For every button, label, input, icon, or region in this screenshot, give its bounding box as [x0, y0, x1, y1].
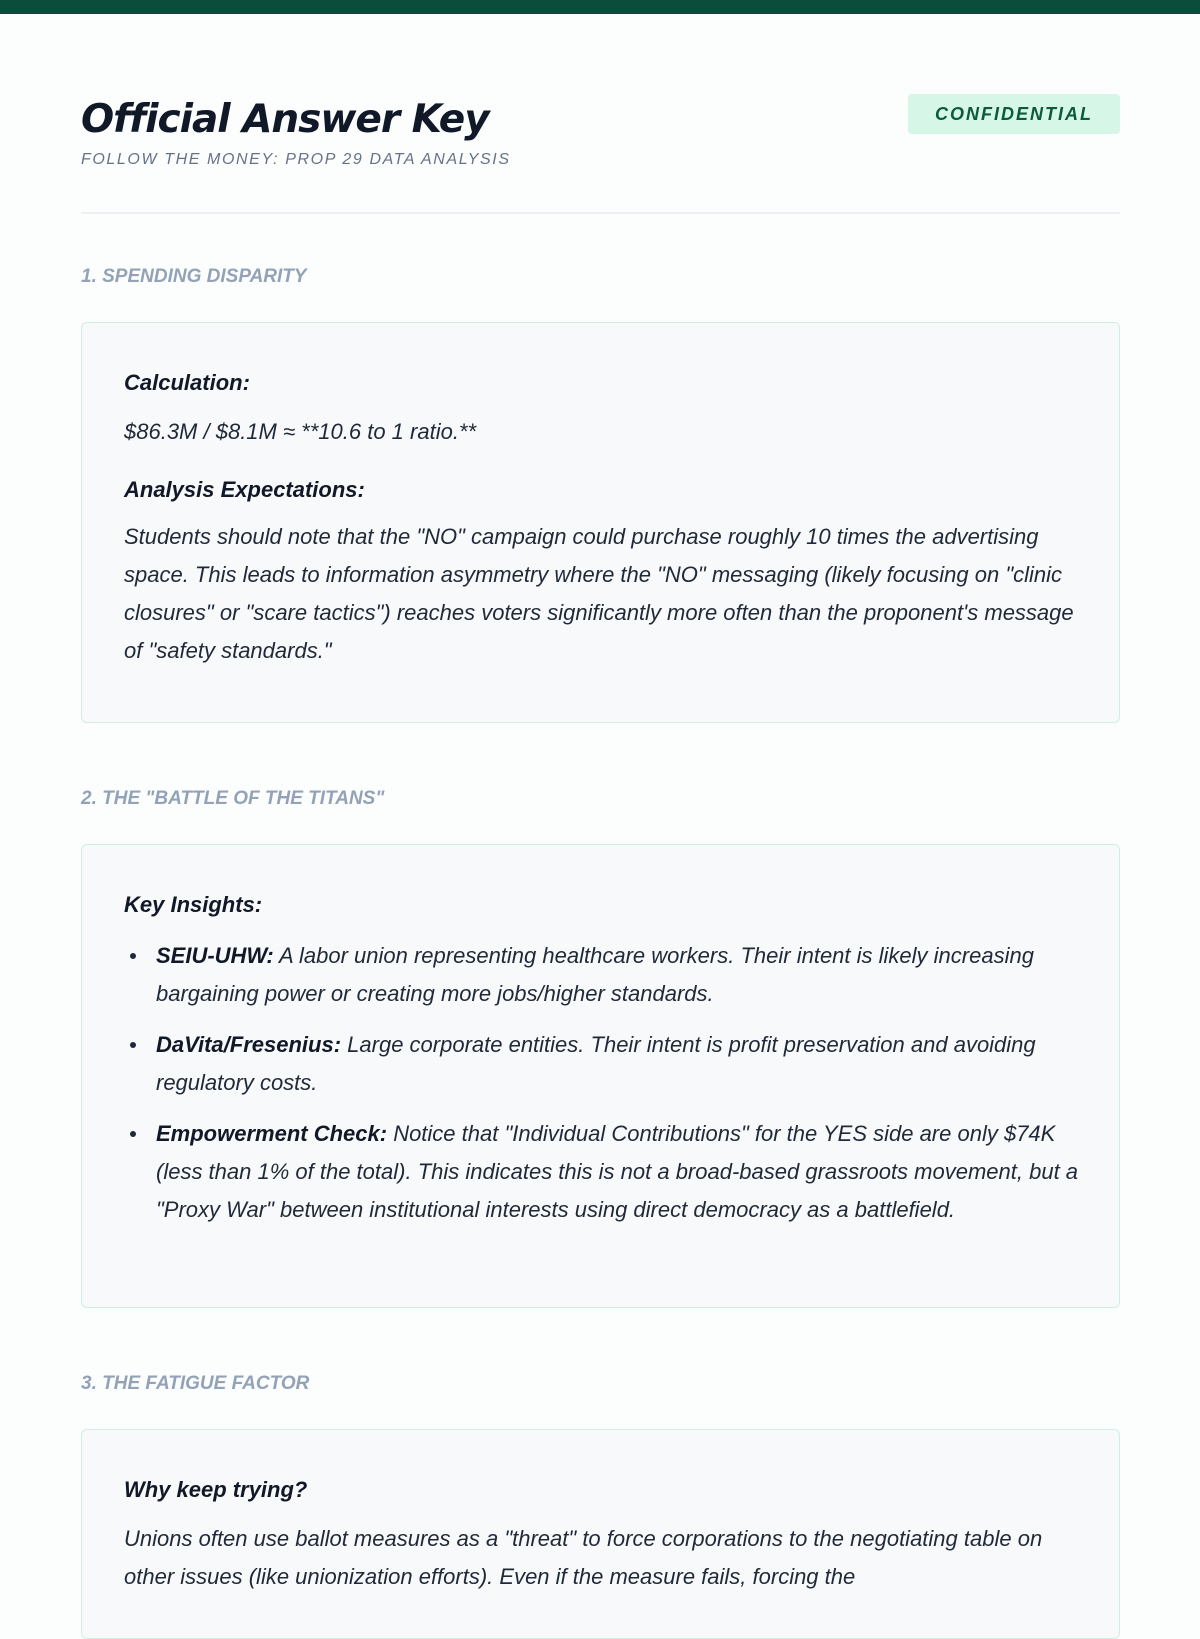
section-heading-battle-of-titans: 2. THE "BATTLE OF THE TITANS": [81, 788, 385, 809]
calculation-label: Calculation:: [124, 370, 250, 395]
insight-item-davita-fresenius: [156, 1026, 1085, 1102]
spending-disparity-card: [81, 322, 1120, 723]
bullet-icon: [130, 953, 136, 959]
document-header: [81, 0, 1120, 214]
insight-text-seiu-uhw: A labor union representing healthcare workers. Their intent is likely increasing bargaining power or creating more jobs/higher standards.: [156, 943, 1034, 1006]
fatigue-factor-card: [81, 1429, 1120, 1639]
page-subtitle: FOLLOW THE MONEY: PROP 29 DATA ANALYSIS: [81, 151, 511, 168]
bullet-icon: [130, 1042, 136, 1048]
analysis-label: Analysis Expectations:: [124, 477, 365, 502]
calculation-text: $86.3M / $8.1M ≈ **10.6 to 1 ratio.**: [124, 419, 477, 444]
insight-text-empowerment-check: Notice that "Individual Contributions" for the YES side are only $74K (less than 1% of the total). This indicates this is not a broad-based grassroots movement, but a "Proxy War" between institutional interests using direct democracy as a battlefield.: [156, 1121, 1079, 1222]
insight-text-davita-fresenius: Large corporate entities. Their intent is profit preservation and avoiding regulatory costs.: [156, 1032, 1036, 1095]
answer-key-page: [81, 0, 1120, 1589]
insight-item-seiu-uhw: [156, 937, 1085, 1013]
bullet-icon: [130, 1131, 136, 1137]
analysis-text: Students should note that the "NO" campaign could purchase roughly 10 times the advertising space. This leads to information asymmetry where the "NO" messaging (likely focusing on "clinic closures" or "scare tactics") reaches voters significantly more often than the proponent's message of "safety standards.": [124, 524, 1074, 663]
fatigue-factor-text: Unions often use ballot measures as a "threat" to force corporations to the negotiating table on other issues (like unionization efforts). Even if the measure fails, forcing the: [124, 1526, 1043, 1589]
insight-term-empowerment-check: Empowerment Check:: [156, 1121, 388, 1146]
insight-item-empowerment-check: [156, 1115, 1085, 1229]
confidential-badge: CONFIDENTIAL: [908, 94, 1120, 134]
section-heading-spending-disparity: 1. SPENDING DISPARITY: [81, 266, 307, 287]
key-insights-list: [124, 937, 1085, 1229]
insight-term-seiu-uhw: SEIU-UHW:: [156, 943, 274, 968]
insight-term-davita-fresenius: DaVita/Fresenius:: [156, 1032, 342, 1057]
section-heading-fatigue-factor: 3. THE FATIGUE FACTOR: [81, 1373, 310, 1394]
page-title: Official Answer Key: [81, 97, 489, 142]
battle-of-titans-card: [81, 844, 1120, 1308]
why-keep-trying-label: Why keep trying?: [124, 1477, 308, 1502]
key-insights-label: Key Insights:: [124, 892, 263, 917]
